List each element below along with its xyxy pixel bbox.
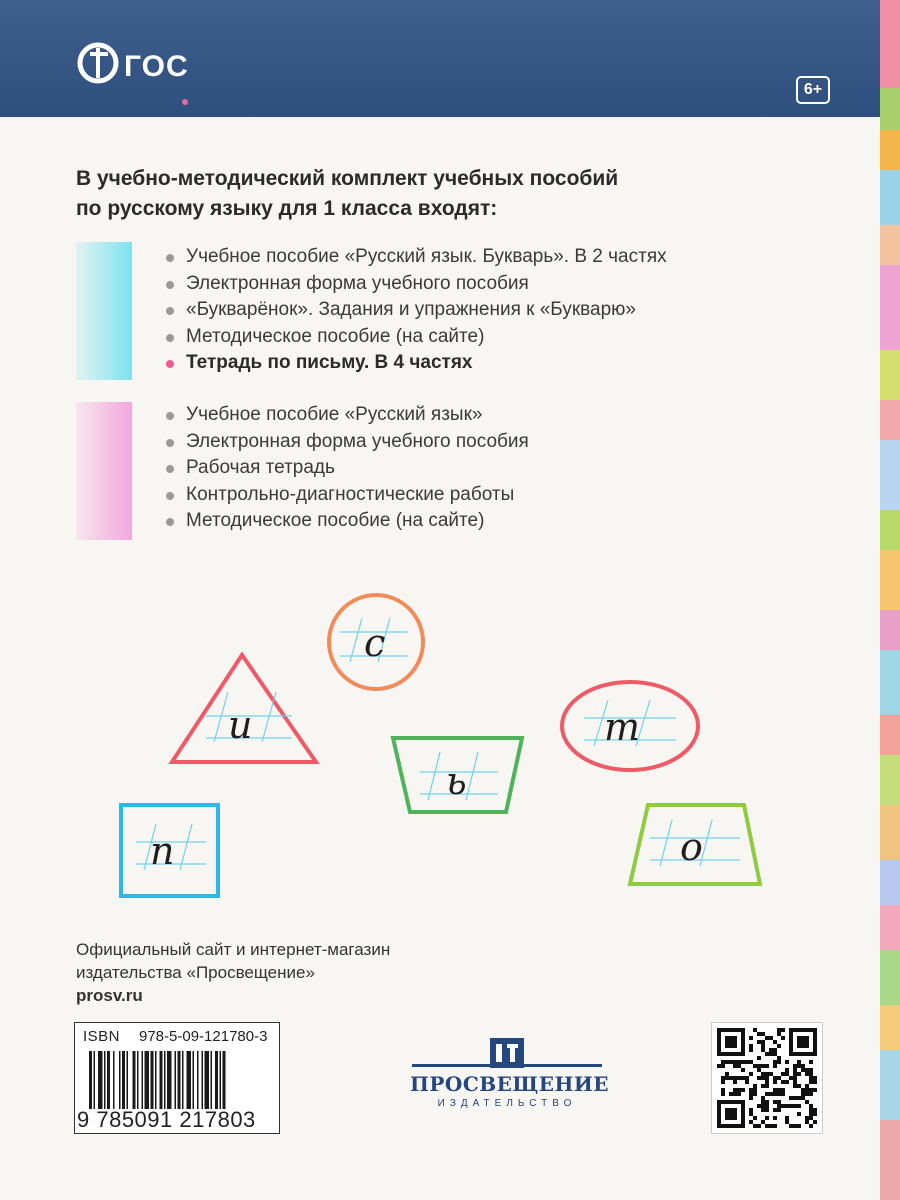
bullet-icon: [166, 281, 174, 289]
edge-tab: [880, 755, 900, 805]
list-item: «Букварёнок». Задания и упражнения к «Букварю»: [164, 297, 667, 324]
edge-tab: [880, 88, 900, 130]
list-item: Контрольно-диагностические работы: [164, 482, 529, 509]
ellipse-letter: т: [604, 705, 641, 749]
list-item: Методическое пособие (на сайте): [164, 324, 667, 351]
edge-tab: [880, 550, 900, 610]
isbn-barcode-box: [74, 1022, 280, 1134]
edge-tab: [880, 170, 900, 225]
edge-tab: [880, 860, 900, 905]
russian-accent-stripe: [76, 402, 132, 540]
edge-tab: [880, 1050, 900, 1120]
site-line-2: издательства «Просвещение»: [76, 963, 315, 982]
edge-tab: [880, 440, 900, 510]
list-item: Учебное пособие «Русский язык. Букварь». В 2 частях: [164, 244, 667, 271]
header-band: [0, 0, 880, 117]
trapezoid2-shape: [630, 805, 760, 884]
bullet-icon: [166, 412, 174, 420]
edge-tab: [880, 130, 900, 170]
publisher-site-info: [76, 938, 390, 1007]
triangle-letter: и: [228, 703, 253, 747]
trapezoid-letter: ь: [446, 759, 467, 803]
intro-line-1: В учебно-методический комплект учебных пособий: [76, 167, 619, 190]
page-edge-tabs: [880, 0, 900, 1200]
triangle-shape: [172, 655, 316, 762]
primer-kit-list: [164, 244, 667, 377]
bullet-icon: [166, 334, 174, 342]
edge-tab: [880, 650, 900, 715]
list-item: Электронная форма учебного пособия: [164, 271, 667, 298]
edge-tab: [880, 510, 900, 550]
edge-tab: [880, 400, 900, 440]
fgos-logo-text: ГОС: [124, 50, 189, 83]
site-line-1: Официальный сайт и интернет-магазин: [76, 940, 391, 959]
edge-tab: [880, 225, 900, 265]
letter-shapes-illustration: [0, 570, 880, 900]
bullet-icon: [166, 254, 174, 262]
decor-dot: [182, 99, 188, 105]
trapezoid2-letter: о: [680, 825, 703, 869]
barcode-icon: [89, 1051, 271, 1109]
bullet-icon: [166, 518, 174, 526]
isbn-number: 978-5-09-121780-3: [139, 1028, 268, 1045]
edge-tab: [880, 350, 900, 400]
list-item-highlighted: Тетрадь по письму. В 4 частях: [164, 350, 667, 377]
intro-heading: [76, 164, 836, 224]
list-item: Учебное пособие «Русский язык»: [164, 402, 529, 429]
isbn-label: ISBN: [83, 1028, 121, 1045]
list-item: Электронная форма учебного пособия: [164, 429, 529, 456]
intro-line-2: по русскому языку для 1 класса входят:: [76, 197, 498, 220]
publisher-subtitle: ИЗДАТЕЛЬСТВО: [437, 1098, 577, 1109]
square-shape: [121, 805, 218, 896]
primer-accent-stripe: [76, 242, 132, 380]
edge-tab: [880, 1120, 900, 1200]
bullet-icon: [166, 307, 174, 315]
ean-digits: 9 785091 217803: [77, 1107, 256, 1132]
edge-tab: [880, 1005, 900, 1050]
edge-tab: [880, 950, 900, 1005]
edge-tab: [880, 0, 900, 88]
bullet-icon: [166, 439, 174, 447]
age-rating-badge: 6+: [796, 76, 830, 104]
site-url: prosv.ru: [76, 986, 143, 1005]
edge-tab: [880, 715, 900, 755]
bullet-icon: [166, 465, 174, 473]
circle-shape: [329, 595, 423, 689]
square-letter: п: [150, 829, 175, 873]
trapezoid-shape: [393, 738, 522, 812]
qr-code-icon: [711, 1022, 823, 1134]
edge-tab: [880, 805, 900, 860]
russian-kit-list: [164, 402, 529, 535]
ellipse-shape: [562, 682, 698, 770]
edge-tab: [880, 610, 900, 650]
list-item: Рабочая тетрадь: [164, 455, 529, 482]
edge-tab: [880, 905, 900, 950]
list-item: Методическое пособие (на сайте): [164, 508, 529, 535]
publisher-name: ПРОСВЕЩЕНИЕ: [410, 1072, 610, 1096]
edge-tab: [880, 265, 900, 350]
bullet-icon: [166, 360, 174, 368]
circle-letter: с: [364, 621, 386, 665]
bullet-icon: [166, 492, 174, 500]
